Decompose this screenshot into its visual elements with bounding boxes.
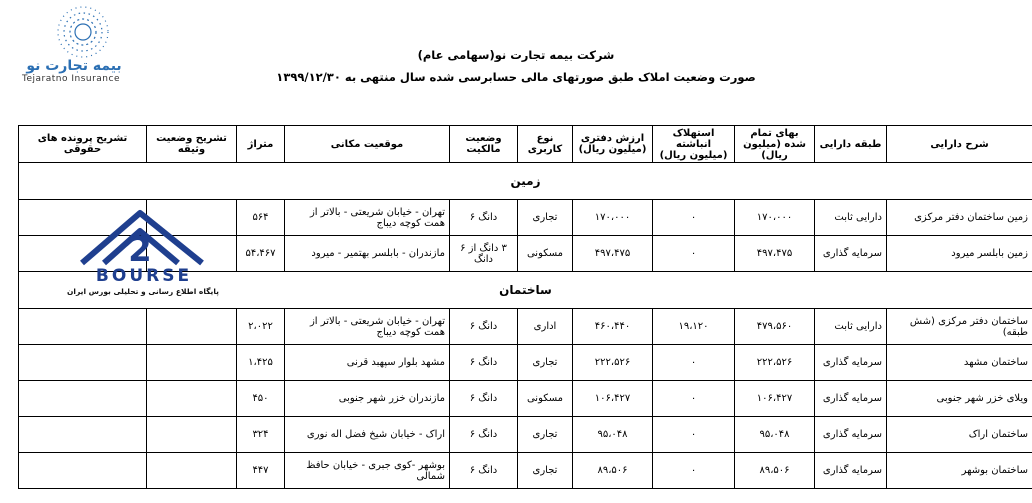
book-value-cell: ۱۷۰،۰۰۰ <box>573 200 653 236</box>
svg-text:2: 2 <box>128 230 152 270</box>
column-header: طبقه دارایی <box>815 126 887 163</box>
column-header: وضعیت مالکیت <box>450 126 518 163</box>
column-header: ارزش دفتری (میلیون ریال) <box>573 126 653 163</box>
column-header: بهای تمام شده (میلیون ریال) <box>735 126 815 163</box>
accumulated-depreciation-cell: ۰ <box>653 453 735 489</box>
location-cell: مازندران خزر شهر جنوبی <box>285 381 450 417</box>
logo-name-en: Tejaratno Insurance <box>22 74 120 84</box>
asset-description-cell: ساختمان مشهد <box>887 345 1032 381</box>
column-header: نوع کاربری <box>518 126 573 163</box>
section-title: زمین <box>19 163 1032 200</box>
book-value-cell: ۲۲۲،۵۲۶ <box>573 345 653 381</box>
cost-cell: ۲۲۲،۵۲۶ <box>735 345 815 381</box>
collateral-status-cell <box>147 381 237 417</box>
ownership-status-cell: دانگ ۶ <box>450 381 518 417</box>
cost-cell: ۸۹،۵۰۶ <box>735 453 815 489</box>
collateral-status-cell <box>147 345 237 381</box>
legal-cases-cell <box>19 417 147 453</box>
document-header <box>0 44 1032 88</box>
cost-cell: ۹۵،۰۴۸ <box>735 417 815 453</box>
area-cell: ۱،۴۲۵ <box>237 345 285 381</box>
usage-type-cell: مسکونی <box>518 381 573 417</box>
section-title: ساختمان <box>19 272 1032 309</box>
ownership-status-cell: دانگ ۶ <box>450 453 518 489</box>
location-cell: اراک - خیابان شیخ فضل اله نوری <box>285 417 450 453</box>
company-title: شرکت بیمه تجارت نو(سهامی عام) <box>417 48 615 62</box>
asset-category-cell: سرمایه گذاری <box>815 453 887 489</box>
column-header: متراژ <box>237 126 285 163</box>
location-cell: بوشهر -کوی جبری - خیابان حافظ شمالی <box>285 453 450 489</box>
bourse-subtitle: پایگاه اطلاع رسانی و تحلیلی بورس ایران <box>67 287 219 296</box>
bourse-word: BOURSE <box>95 266 193 286</box>
usage-type-cell: تجاری <box>518 200 573 236</box>
collateral-status-cell <box>147 453 237 489</box>
book-value-cell: ۹۵،۰۴۸ <box>573 417 653 453</box>
column-header: شرح دارایی <box>887 126 1032 163</box>
accumulated-depreciation-cell: ۰ <box>653 200 735 236</box>
asset-description-cell: زمین ساختمان دفتر مرکزی <box>887 200 1032 236</box>
asset-description-cell: ساختمان دفتر مرکزی (شش طبقه) <box>887 309 1032 345</box>
usage-type-cell: تجاری <box>518 453 573 489</box>
area-cell: ۵۶۴ <box>237 200 285 236</box>
area-cell: ۴۴۷ <box>237 453 285 489</box>
column-header: تشریح وضعیت وثیقه <box>147 126 237 163</box>
area-cell: ۳۲۴ <box>237 417 285 453</box>
usage-type-cell: اداری <box>518 309 573 345</box>
legal-cases-cell <box>19 309 147 345</box>
area-cell: ۴۵۰ <box>237 381 285 417</box>
location-cell: تهران - خیابان شریعتی - بالاتر از همت کوچه دیباج <box>285 309 450 345</box>
accumulated-depreciation-cell: ۰ <box>653 417 735 453</box>
ownership-status-cell: دانگ ۶ <box>450 345 518 381</box>
area-cell: ۵۴،۴۶۷ <box>237 236 285 272</box>
asset-description-cell: ساختمان بوشهر <box>887 453 1032 489</box>
legal-cases-cell <box>19 381 147 417</box>
asset-description-cell: زمین بابلسر میرود <box>887 236 1032 272</box>
asset-category-cell: سرمایه گذاری <box>815 381 887 417</box>
asset-description-cell: ساختمان اراک <box>887 417 1032 453</box>
usage-type-cell: مسکونی <box>518 236 573 272</box>
legal-cases-cell <box>19 345 147 381</box>
table-row <box>19 381 1032 417</box>
table-row <box>19 453 1032 489</box>
location-cell: تهران - خیابان شریعتی - بالاتر از همت کوچه دیباج <box>285 200 450 236</box>
collateral-status-cell <box>147 309 237 345</box>
column-header: موقعیت مکانی <box>285 126 450 163</box>
book-value-cell: ۴۶۰،۴۴۰ <box>573 309 653 345</box>
area-cell: ۲،۰۲۲ <box>237 309 285 345</box>
asset-category-cell: سرمایه گذاری <box>815 417 887 453</box>
column-header: استهلاک انباشته (میلیون ریال) <box>653 126 735 163</box>
location-cell: مشهد بلوار سپهبد قرنی <box>285 345 450 381</box>
usage-type-cell: تجاری <box>518 417 573 453</box>
accumulated-depreciation-cell: ۱۹،۱۲۰ <box>653 309 735 345</box>
cost-cell: ۱۰۶،۴۲۷ <box>735 381 815 417</box>
column-header: تشریح پرونده های حقوقی <box>19 126 147 163</box>
cost-cell: ۴۷۹،۵۶۰ <box>735 309 815 345</box>
ownership-status-cell: دانگ ۶ <box>450 200 518 236</box>
table-row <box>19 417 1032 453</box>
ownership-status-cell: ۳ دانگ از ۶ دانگ <box>450 236 518 272</box>
asset-category-cell: سرمایه گذاری <box>815 236 887 272</box>
accumulated-depreciation-cell: ۰ <box>653 236 735 272</box>
asset-category-cell: دارایی ثابت <box>815 200 887 236</box>
book-value-cell: ۸۹،۵۰۶ <box>573 453 653 489</box>
book-value-cell: ۴۹۷،۴۷۵ <box>573 236 653 272</box>
table-row <box>19 309 1032 345</box>
ownership-status-cell: دانگ ۶ <box>450 309 518 345</box>
report-subtitle: صورت وضعیت املاک طبق صورتهای مالی حسابرسی شده سال منتهی به ۱۳۹۹/۱۲/۳۰ <box>276 70 756 84</box>
asset-category-cell: دارایی ثابت <box>815 309 887 345</box>
location-cell: مازندران - بابلسر بهتمیر - میرود <box>285 236 450 272</box>
asset-category-cell: سرمایه گذاری <box>815 345 887 381</box>
accumulated-depreciation-cell: ۰ <box>653 345 735 381</box>
table-row <box>19 345 1032 381</box>
assets-table <box>18 125 1032 489</box>
legal-cases-cell <box>19 453 147 489</box>
accumulated-depreciation-cell: ۰ <box>653 381 735 417</box>
section-row <box>19 163 1032 200</box>
book-value-cell: ۱۰۶،۴۲۷ <box>573 381 653 417</box>
logo-name-fa: بیمه تجارت نو <box>26 58 122 74</box>
asset-description-cell: ویلای خزر شهر جنوبی <box>887 381 1032 417</box>
cost-cell: ۱۷۰،۰۰۰ <box>735 200 815 236</box>
collateral-status-cell <box>147 417 237 453</box>
usage-type-cell: تجاری <box>518 345 573 381</box>
ownership-status-cell: دانگ ۶ <box>450 417 518 453</box>
cost-cell: ۴۹۷،۴۷۵ <box>735 236 815 272</box>
table-header-row <box>19 126 1032 163</box>
